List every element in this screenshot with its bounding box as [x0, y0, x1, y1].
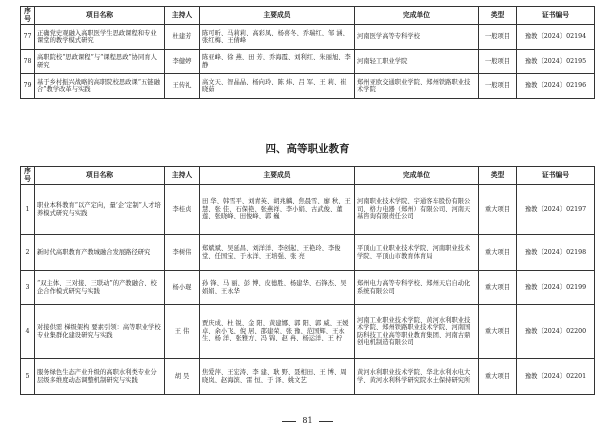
cell-type: 重大项目 — [479, 235, 517, 271]
cell-type: 一般项目 — [479, 25, 517, 50]
header-seq: 序号 — [21, 167, 35, 185]
cell-seq: 78 — [21, 50, 35, 74]
cell-unit: 黄河水利职业技术学院、华北水利水电大学、黄河水利科学研究院水土保持研究所 — [355, 359, 479, 395]
header-unit: 完成单位 — [355, 167, 479, 185]
cell-members: 贾庆成、杜 锐、金 阳、黄建娜、郭 阳、郭 威、王媛卓、余小飞、倪 居、邵建荣、张 豫、范国辉、王永生、杨 洋、张雅方、冯 锦、赵 冉、杨运洋、王 柠 — [200, 305, 355, 359]
table-row — [21, 50, 595, 74]
header-unit: 完成单位 — [355, 7, 479, 25]
table-header-row — [21, 7, 595, 25]
cell-type: 一般项目 — [479, 74, 517, 99]
cell-members: 孙 锋、马 丽、彭 博、皮德胜、杨建华、石锋杰、吴娟娟、王永华 — [200, 271, 355, 305]
cell-seq: 4 — [21, 305, 35, 359]
cell-host: 李桂贞 — [165, 185, 200, 235]
header-host: 主持人 — [165, 7, 200, 25]
table-header-row — [21, 167, 595, 185]
cell-members: 高文天、智晶晶、杨向玲、陈 炜、吕 军、王 莉、崔晓茹 — [200, 74, 355, 99]
cell-unit: 郑州亚欧交通职业学院、郑州铁路职业技术学院 — [355, 74, 479, 99]
header-type: 类型 — [479, 7, 517, 25]
header-type: 类型 — [479, 167, 517, 185]
cell-project: 基于乡村振兴战略的高职院校思政课“五链融合”教学改革与实践 — [35, 74, 165, 99]
cell-unit: 平顶山工业职业技术学院、河南职业技术学院、平顶山市教育体育局 — [355, 235, 479, 271]
cell-members: 陈可昕、马莉莉、高彩凤、杨喜冬、乔瑞红、邹 涵、张红梅、王倩峰 — [200, 25, 355, 50]
page-number-dash-right — [319, 421, 333, 422]
header-cert: 证书编号 — [517, 7, 595, 25]
table-row — [21, 25, 595, 50]
page-number-dash-left — [282, 421, 296, 422]
table-row — [21, 359, 595, 395]
cell-project: 对接供需 梯级架构 要素引领：高等职业学校专业集群化建设研究与实践 — [35, 305, 165, 359]
cell-unit: 河南工业职业技术学院、黄河水利职业技术学院、郑州铁路职业技术学院、河南国防科技工业高等职业教育集团、河南古鼎创电机制造有限公司 — [355, 305, 479, 359]
cell-type: 重大项目 — [479, 271, 517, 305]
project-table-bottom — [20, 166, 595, 395]
cell-type: 一般项目 — [479, 50, 517, 74]
cell-cert: 豫教〔2024〕02197 — [517, 185, 595, 235]
header-members: 主要成员 — [200, 7, 355, 25]
cell-host: 李健婷 — [165, 50, 200, 74]
cell-project: 服务绿色生态产业升级的高职水利类专业分层级多维度动态调整机制研究与实践 — [35, 359, 165, 395]
cell-unit: 河南医学高等专科学校 — [355, 25, 479, 50]
cell-cert: 豫教〔2024〕02198 — [517, 235, 595, 271]
cell-seq: 3 — [21, 271, 35, 305]
header-project: 项目名称 — [35, 167, 165, 185]
cell-seq: 2 — [21, 235, 35, 271]
cell-host: 杨小琨 — [165, 271, 200, 305]
cell-seq: 1 — [21, 185, 35, 235]
cell-seq: 79 — [21, 74, 35, 99]
cell-type: 重大项目 — [479, 185, 517, 235]
header-host: 主持人 — [165, 167, 200, 185]
header-cert: 证书编号 — [517, 167, 595, 185]
cell-seq: 5 — [21, 359, 35, 395]
cell-project: 高职院校“思政课程”与“课程思政”协同育人研究 — [35, 50, 165, 74]
header-project: 项目名称 — [35, 7, 165, 25]
table-row — [21, 185, 595, 235]
table-row — [21, 74, 595, 99]
cell-type: 重大项目 — [479, 359, 517, 395]
cell-project: “双主体、三对接、三联动”的产教融合、校企合作模式研究与实践 — [35, 271, 165, 305]
cell-host: 王传礼 — [165, 74, 200, 99]
header-members: 主要成员 — [200, 167, 355, 185]
cell-host: 杜建芳 — [165, 25, 200, 50]
cell-members: 郑斌斌、吴延昌、刘洋洋、李创起、王艳玲、李俊堂、任国宝、于永洋、王培强、张 亮 — [200, 235, 355, 271]
cell-cert: 豫教〔2024〕02201 — [517, 359, 595, 395]
cell-project: 正确党史观融入高职医学生思政课程和专业课堂的教学模式研究 — [35, 25, 165, 50]
section-title: 四、高等职业教育 — [265, 143, 350, 155]
project-table-top — [20, 6, 595, 99]
table-row — [21, 235, 595, 271]
cell-members: 焦爱萍、王宏涛、李 建、耿 野、聂相田、王 博、周晓岚、赵海滨、雷 恒、于 泽、姚文艺 — [200, 359, 355, 395]
cell-members: 田 华、韩雪平、刘青英、胡兆麟、焦晨雪、廖 秋、王 慧、张 佳、石保艳、张燕祥、李小娟、古武俊、董 莲、张晓峰、田俊峰、郭 巍 — [200, 185, 355, 235]
cell-cert: 豫教〔2024〕02196 — [517, 74, 595, 99]
cell-type: 重大项目 — [479, 305, 517, 359]
cell-project: 职业本科教育“以产定向，量‘企’定制”人才培养模式研究与实践 — [35, 185, 165, 235]
cell-project: 新时代高职教育产教城融合发展路径研究 — [35, 235, 165, 271]
table-row — [21, 305, 595, 359]
cell-seq: 77 — [21, 25, 35, 50]
cell-host: 李树伟 — [165, 235, 200, 271]
cell-host: 王 伟 — [165, 305, 200, 359]
cell-members: 陈亚峰、徐 燕、田 芳、乔海霞、刘利红、朱丽旭、李 静 — [200, 50, 355, 74]
page-number — [0, 416, 615, 425]
cell-cert: 豫教〔2024〕02199 — [517, 271, 595, 305]
cell-unit: 河南轻工职业学院 — [355, 50, 479, 74]
cell-cert: 豫教〔2024〕02200 — [517, 305, 595, 359]
cell-cert: 豫教〔2024〕02195 — [517, 50, 595, 74]
page-number-value: 81 — [302, 416, 313, 425]
cell-unit: 河南职业技术学院、宇通客车股份有限公司、格力电器（郑州）有限公司、河南天基咨询有限责任公司 — [355, 185, 479, 235]
table-row — [21, 271, 595, 305]
cell-unit: 郑州电力高等专科学校、郑州天启自动化系统有限公司 — [355, 271, 479, 305]
header-seq: 序号 — [21, 7, 35, 25]
cell-cert: 豫教〔2024〕02194 — [517, 25, 595, 50]
cell-host: 胡 昊 — [165, 359, 200, 395]
